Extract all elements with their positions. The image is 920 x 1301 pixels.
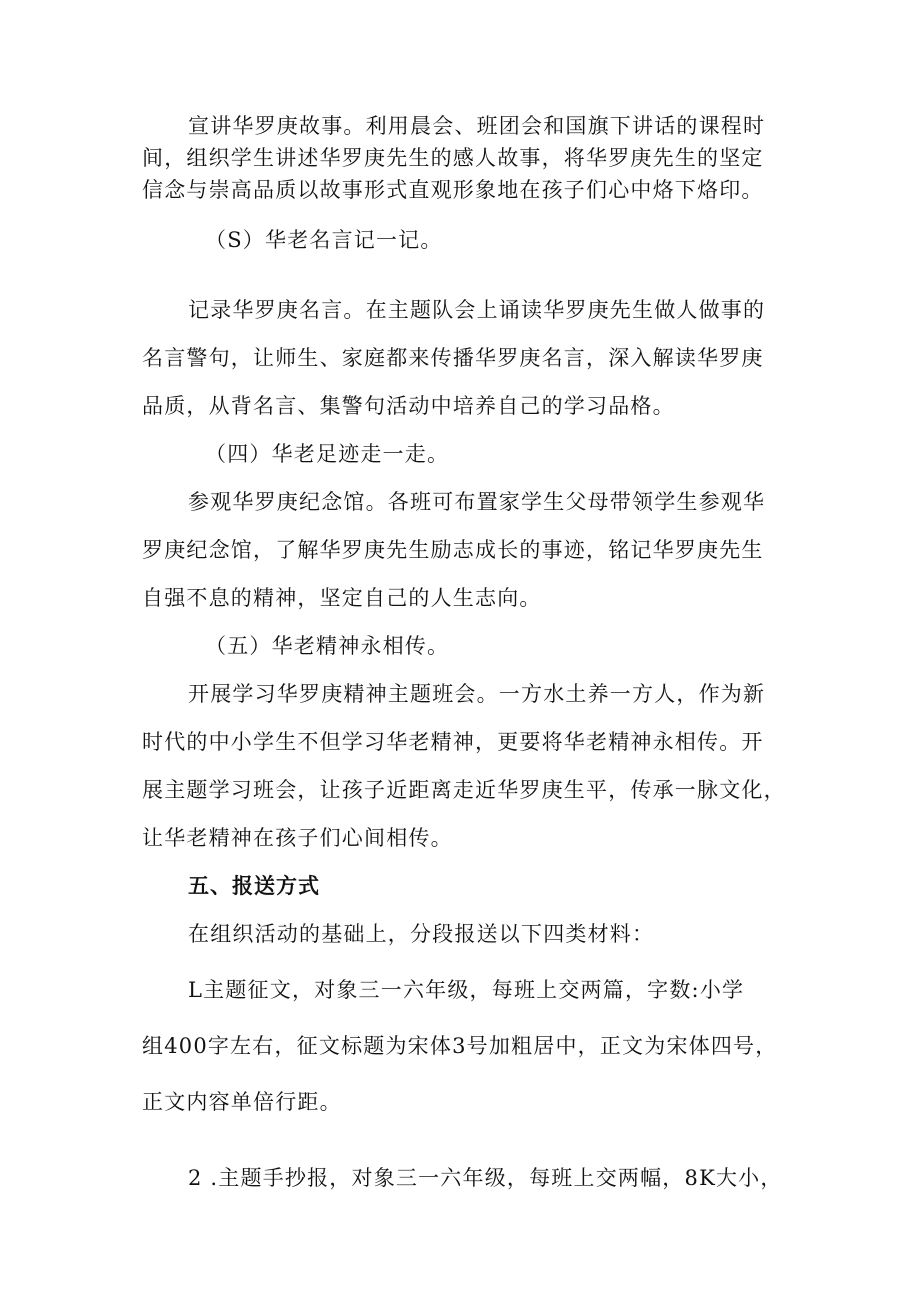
- paragraph-line: 在组织活动的基础上，分段报送以下四类材料：: [188, 922, 655, 946]
- paragraph-line: 信念与崇高品质以故事形式直观形象地在孩子们心中烙下烙印。: [142, 178, 764, 202]
- paragraph-line: 展主题学习班会，让孩子近距离走近华罗庚生平，传承一脉文化，: [142, 778, 786, 802]
- paragraph-line: 让华老精神在孩子们心间相传。: [142, 826, 453, 850]
- paragraph-line: 记录华罗庚名言。在主题队会上诵读华罗庚先生做人做事的: [188, 298, 766, 322]
- paragraph-line: 宣讲华罗庚故事。利用晨会、班团会和国旗下讲话的课程时: [188, 114, 766, 138]
- paragraph-line: 名言警句，让师生、家庭都来传播华罗庚名言，深入解读华罗庚: [142, 346, 764, 370]
- subheading: （五）华老精神永相传。: [205, 634, 450, 658]
- paragraph-line: 间，组织学生讲述华罗庚先生的感人故事，将华罗庚先生的坚定: [142, 146, 764, 170]
- paragraph-line: 组400字左右，征文标题为宋体3号加粗居中，正文为宋体四号，: [142, 1034, 778, 1058]
- paragraph-line: 罗庚纪念馆，了解华罗庚先生励志成长的事迹，铭记华罗庚先生: [142, 538, 764, 562]
- section-heading: 五、报送方式: [188, 874, 320, 898]
- paragraph-line: 参观华罗庚纪念馆。各班可布置家学生父母带领学生参观华: [188, 490, 766, 514]
- subheading: （四）华老足迹走一走。: [205, 442, 450, 466]
- paragraph-line: 自强不息的精神，坚定自己的人生志向。: [142, 586, 542, 610]
- paragraph-line: 时代的中小学生不但学习华老精神，更要将华老精神永相传。开: [142, 730, 764, 754]
- paragraph-line: 正文内容单倍行距。: [142, 1090, 342, 1114]
- paragraph-line: 2 .主题手抄报，对象三一六年级，每班上交两幅，8K大小，: [188, 1166, 783, 1190]
- paragraph-line: 品质，从背名言、集警句活动中培养自己的学习品格。: [142, 394, 675, 418]
- paragraph-line: 开展学习华罗庚精神主题班会。一方水土养一方人，作为新: [188, 682, 766, 706]
- subheading: （S）华老名言记一记。: [205, 228, 443, 252]
- paragraph-line: L主题征文，对象三一六年级，每班上交两篇，字数:小学: [188, 978, 745, 1002]
